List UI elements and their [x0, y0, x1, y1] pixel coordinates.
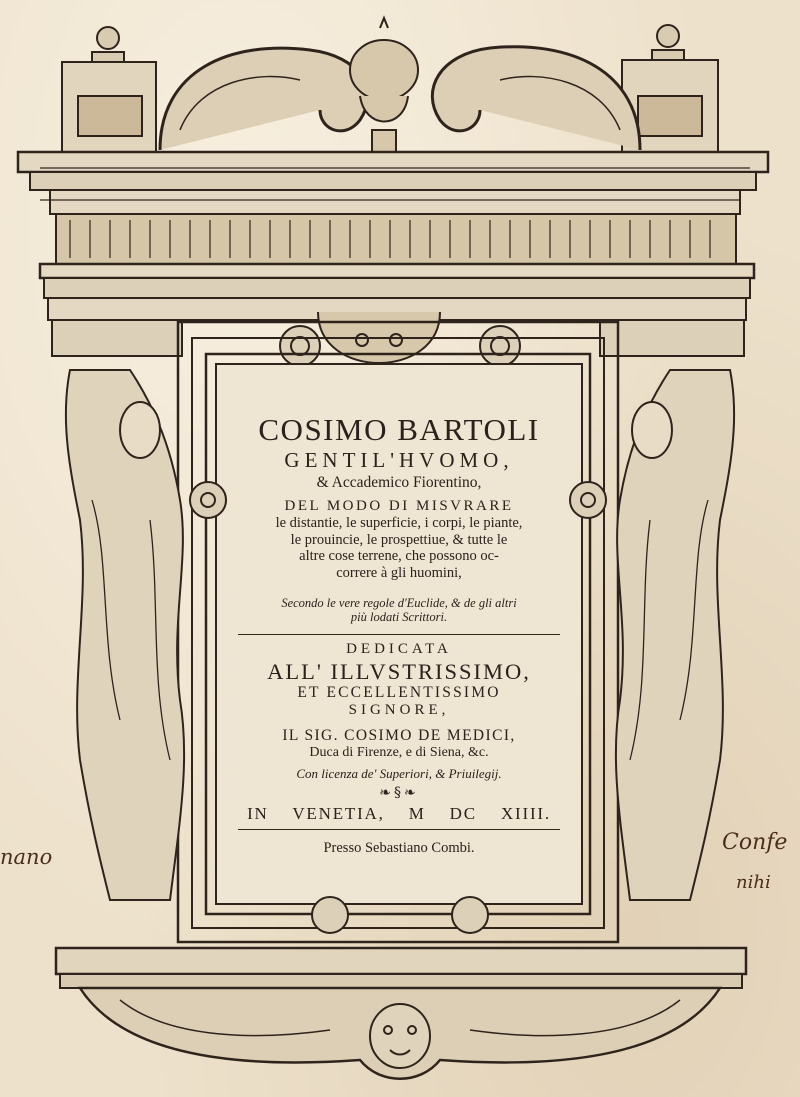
printer-line: Presso Sebastiano Combi.	[323, 839, 475, 856]
dedication-line: IL SIG. COSIMO DE MEDICI,	[282, 727, 516, 745]
divider-rule	[238, 829, 560, 830]
dedication-line: SIGNORE,	[348, 702, 450, 719]
marginal-handwriting-right: Confe	[722, 830, 788, 855]
work-title-line: DEL MODO DI MISVRARE	[284, 497, 514, 514]
imprint-place: IN VENETIA,	[247, 804, 385, 824]
work-title-line: le distantie, le superficie, i corpi, le piante,	[275, 514, 523, 531]
marginal-handwriting-left: nano	[0, 845, 53, 869]
dedication-line: Duca di Firenze, e di Siena, &c.	[309, 745, 489, 761]
author-name: COSIMO BARTOLI	[258, 412, 540, 447]
title-text-panel	[222, 378, 576, 888]
marginal-handwriting-right: nihi	[736, 872, 771, 893]
subtitle-line: più lodati Scrittori.	[350, 609, 448, 624]
author-affiliation: & Accademico Fiorentino,	[316, 473, 482, 491]
work-title-line: correre à gli huomini,	[336, 564, 462, 581]
imprint-line	[222, 804, 576, 824]
license-line: Con licenza de' Superiori, & Priuilegij.	[296, 766, 502, 782]
dedication-line: ET ECCELLENTISSIMO	[297, 684, 501, 702]
imprint-year: M DC XIIII.	[408, 804, 551, 824]
dedication-line: ALL' ILLVSTRISSIMO,	[267, 658, 531, 684]
work-title-line: altre cose terrene, che possono oc-	[299, 548, 499, 565]
fleuron-ornament: ❧§❧	[379, 785, 419, 802]
divider-rule	[238, 634, 560, 635]
subtitle-line: Secondo le vere regole d'Euclide, & de gli altri	[281, 595, 517, 610]
dedication-line: DEDICATA	[346, 641, 452, 658]
author-title: GENTIL'HVOMO,	[284, 447, 514, 472]
work-title-line: le prouincie, le prospettiue, & tutte le	[290, 531, 508, 548]
